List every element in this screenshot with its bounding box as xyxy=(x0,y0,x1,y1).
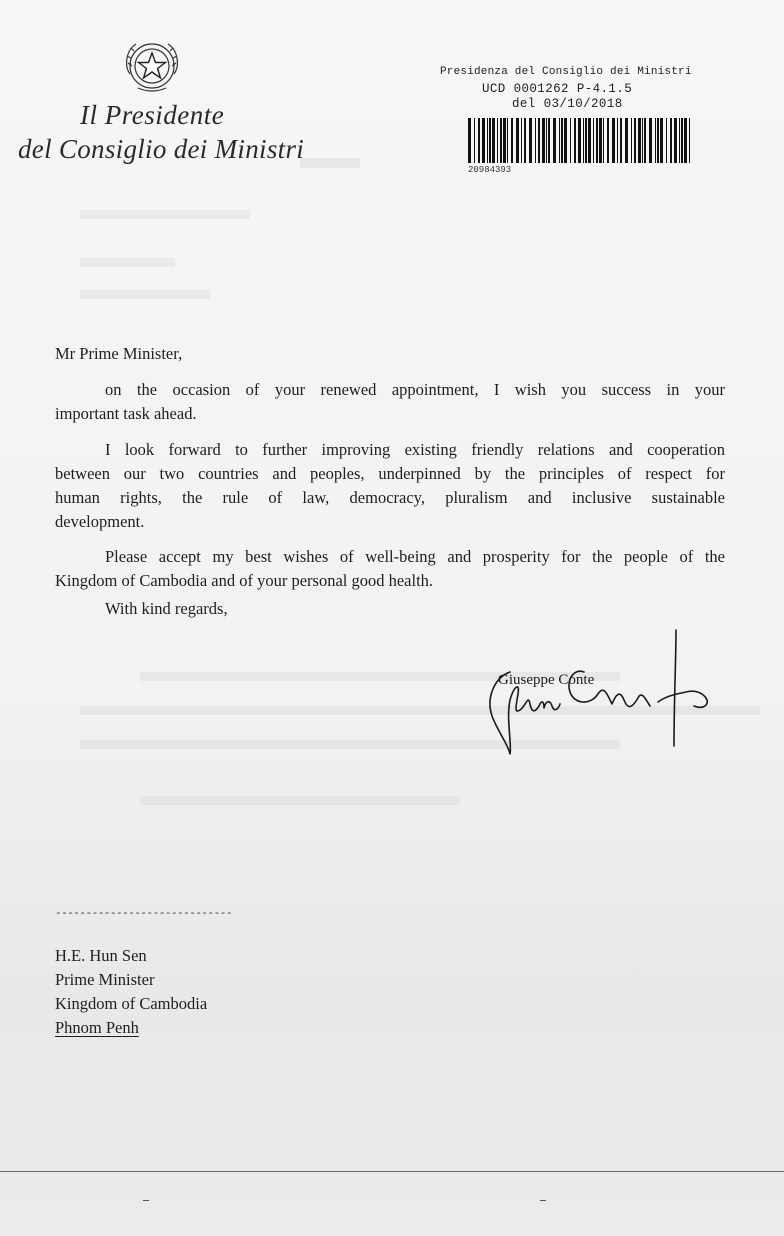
barcode-bar xyxy=(607,118,609,163)
page-edge-rule xyxy=(0,1171,784,1172)
barcode-bar xyxy=(588,118,591,163)
barcode-bar xyxy=(497,118,498,163)
barcode-bar xyxy=(620,118,622,163)
barcode-bar xyxy=(492,118,495,163)
barcode-bar xyxy=(631,118,632,163)
bleed-through-mark xyxy=(80,290,210,299)
barcode-bar xyxy=(511,118,513,163)
barcode-bar xyxy=(603,118,604,163)
barcode-bar xyxy=(548,118,550,163)
barcode-bar xyxy=(638,118,641,163)
letterhead-title-line1: Il Presidente xyxy=(80,100,225,130)
recipient-city: Phnom Penh xyxy=(55,1018,139,1037)
barcode-bar xyxy=(478,118,480,163)
protocol-stamp xyxy=(440,66,700,111)
paragraph-2-line-1: I look forward to further improving existing friendly relations and cooperation xyxy=(105,440,725,459)
paragraph-2-line-4: development. xyxy=(55,512,145,531)
barcode-bar xyxy=(503,118,506,163)
signatory-name: Giuseppe Conte xyxy=(498,672,595,688)
barcode-bar xyxy=(570,118,571,163)
barcode-bar xyxy=(553,118,556,163)
barcode-bar xyxy=(666,118,667,163)
barcode-bar xyxy=(684,118,687,163)
paragraph-1-line-2: important task ahead. xyxy=(55,404,197,423)
salutation: Mr Prime Minister, xyxy=(55,344,183,363)
closing: With kind regards, xyxy=(105,599,228,618)
stamp-date: del 03/10/2018 xyxy=(512,97,623,111)
barcode-bar xyxy=(561,118,563,163)
barcode-bar xyxy=(689,118,690,163)
barcode-bar xyxy=(674,118,677,163)
barcode-bar xyxy=(574,118,576,163)
barcode-bar xyxy=(535,118,536,163)
barcode-bar xyxy=(617,118,618,163)
handwritten-signature-icon xyxy=(480,620,720,760)
page-tick-mark xyxy=(143,1200,149,1201)
barcode-bar xyxy=(474,118,475,163)
barcode-bar xyxy=(542,118,545,163)
barcode-bar xyxy=(634,118,636,163)
barcode-bar xyxy=(500,118,502,163)
recipient-separator: ----------------------------- xyxy=(55,908,232,920)
recipient-country: Kingdom of Cambodia xyxy=(55,994,208,1013)
paragraph-3-line-1: Please accept my best wishes of well-being and prosperity for the people of the xyxy=(105,547,725,566)
stamp-office: Presidenza del Consiglio dei Ministri xyxy=(440,66,692,78)
bleed-through-mark xyxy=(300,158,360,168)
barcode-bar xyxy=(596,118,598,163)
barcode-bar xyxy=(612,118,615,163)
barcode-bar xyxy=(524,118,526,163)
barcode-bar xyxy=(521,118,522,163)
paragraph-1-line-1: on the occasion of your renewed appointment, I wish you success in your xyxy=(105,380,725,399)
barcode-bar xyxy=(583,118,584,163)
italian-republic-emblem-icon xyxy=(120,36,184,96)
stamp-reference: UCD 0001262 P-4.1.5 xyxy=(482,82,633,96)
barcode-bar xyxy=(657,118,659,163)
barcode-bar xyxy=(649,118,652,163)
barcode-bar xyxy=(468,118,471,163)
barcode-bar xyxy=(655,118,656,163)
letterhead-title-line2: del Consiglio dei Ministri xyxy=(18,134,305,164)
bleed-through-mark xyxy=(80,258,175,267)
barcode-bar xyxy=(625,118,628,163)
paragraph-2-line-2: between our two countries and peoples, underpinned by the principles of respect for xyxy=(55,464,725,483)
recipient-title: Prime Minister xyxy=(55,970,155,989)
barcode-bar xyxy=(670,118,672,163)
barcode-bar xyxy=(679,118,680,163)
barcode-bar xyxy=(681,118,683,163)
barcode-number: 20984393 xyxy=(468,165,512,175)
barcode-bar xyxy=(599,118,602,163)
bleed-through-mark xyxy=(140,796,460,805)
barcode-bar xyxy=(642,118,643,163)
barcode-bar xyxy=(660,118,663,163)
barcode-bar xyxy=(529,118,532,163)
barcode-bar xyxy=(578,118,581,163)
barcode-bar xyxy=(516,118,519,163)
recipient-name: H.E. Hun Sen xyxy=(55,946,147,965)
barcode-bar xyxy=(538,118,540,163)
barcode-bar xyxy=(564,118,567,163)
barcode-bar xyxy=(489,118,491,163)
barcode-bar xyxy=(585,118,587,163)
paragraph-2-line-3: human rights, the rule of law, democracy, pluralism and inclusive sustainable xyxy=(55,488,725,507)
barcode-bar xyxy=(559,118,560,163)
barcode-icon xyxy=(466,118,696,163)
barcode-bar xyxy=(593,118,594,163)
paragraph-3-line-2: Kingdom of Cambodia and of your personal good health. xyxy=(55,571,434,590)
barcode-bar xyxy=(507,118,508,163)
page-tick-mark xyxy=(540,1200,546,1201)
barcode-bar xyxy=(546,118,547,163)
barcode-bar xyxy=(487,118,488,163)
barcode-bar xyxy=(482,118,485,163)
bleed-through-mark xyxy=(80,210,250,219)
barcode-bar xyxy=(644,118,646,163)
